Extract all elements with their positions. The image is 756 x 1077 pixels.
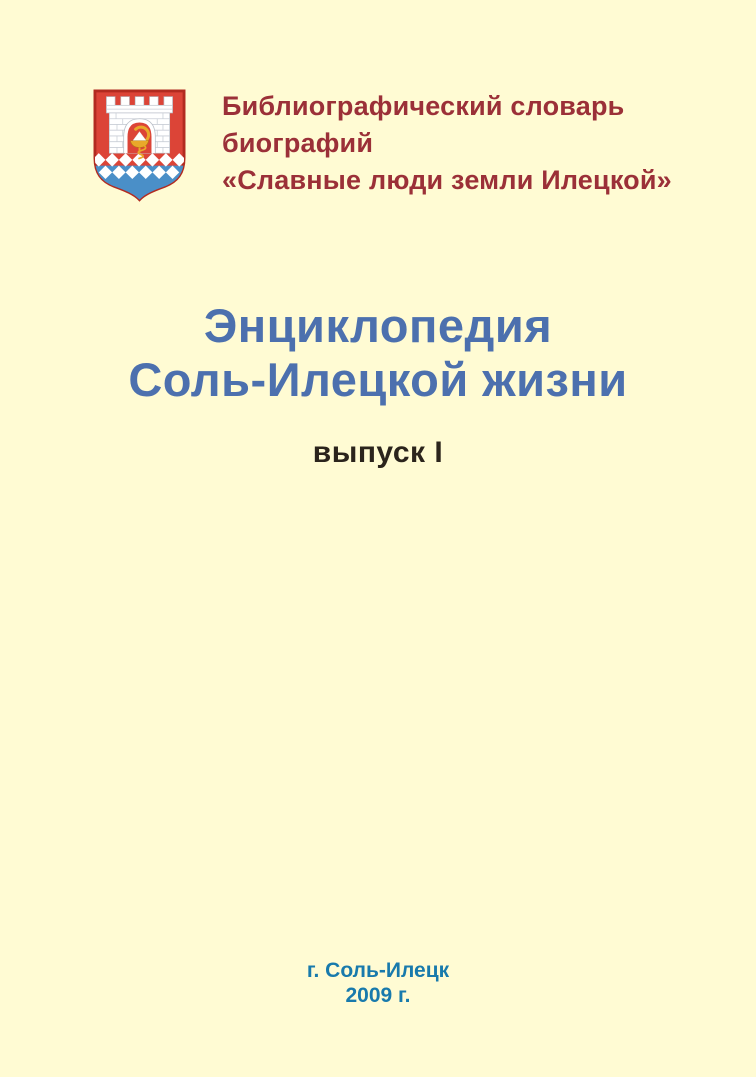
issue-label: выпуск I — [312, 436, 444, 469]
main-title — [0, 299, 756, 407]
series-title-block — [222, 88, 682, 199]
series-line-3: «Славные люди земли Илецкой» — [222, 165, 672, 195]
imprint-block — [0, 958, 756, 1008]
series-line-1: Библиографический словарь — [222, 91, 625, 121]
imprint-year: 2009 г. — [345, 984, 411, 1007]
main-title-line-2: Соль-Илецкой жизни — [128, 353, 628, 406]
imprint-city: г. Соль-Илецк — [306, 959, 450, 982]
main-title-line-1: Энциклопедия — [203, 299, 553, 352]
series-line-2: биографий — [222, 128, 374, 158]
sol-iletsk-coat-of-arms-icon — [91, 89, 188, 203]
